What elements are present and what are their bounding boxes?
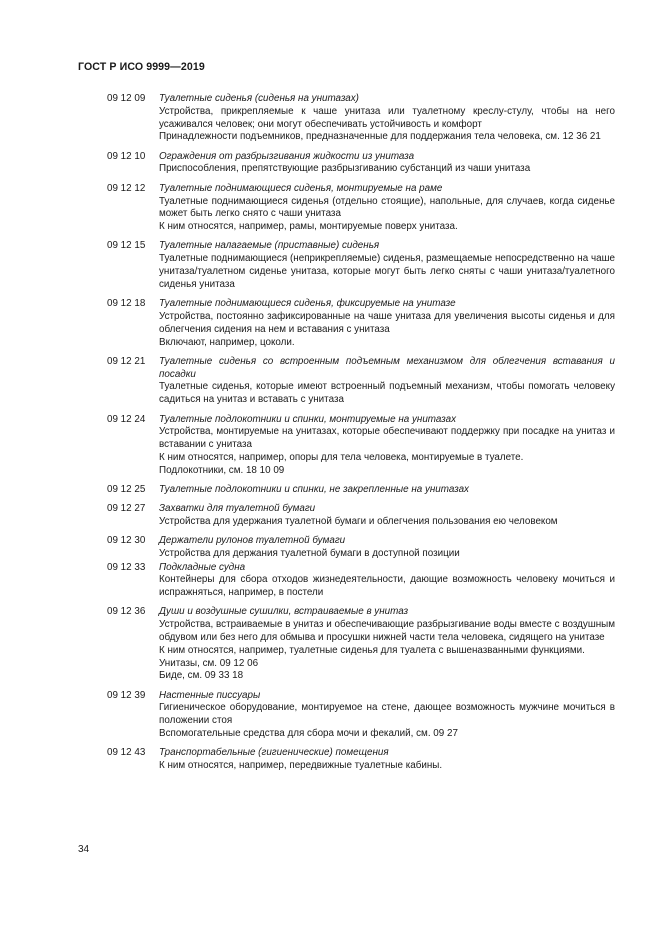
entry-09-12-12 xyxy=(107,183,615,234)
entry-title: Настенные писсуары xyxy=(159,689,261,701)
entry-title: Туалетные сиденья (сиденья на унитазах) xyxy=(159,93,359,104)
entry-line: Устройства для держания туалетной бумаги в доступной позиции xyxy=(159,548,460,560)
entry-title: Туалетные налагаемые (приставные) сиденья xyxy=(159,240,380,252)
entry-title: Туалетные подлокотники и спинки, монтируемые на унитазах xyxy=(159,413,457,425)
entry-line: К ним относятся, например, опоры для тела человека, монтируемые в туалете. xyxy=(159,451,524,463)
entry-body xyxy=(159,240,615,291)
entry-body xyxy=(159,606,615,683)
entry-title: Души и воздушные сушилки, встраиваемые в унитаз xyxy=(159,606,409,618)
entry-title: Туалетные поднимающиеся сиденья, фиксируемые на унитазе xyxy=(159,298,456,310)
entry-code: 09 12 09 xyxy=(107,93,146,104)
entry-code: 09 12 30 xyxy=(107,535,146,547)
entry-title: Ограждения от разбрызгивания жидкости из унитаза xyxy=(159,150,415,162)
entry-line: Устройства для удержания туалетной бумаги и облегчения пользования ею человеком xyxy=(159,516,558,528)
entry-line: Биде, см. 09 33 18 xyxy=(159,670,244,682)
entry-09-12-43 xyxy=(107,747,615,773)
entry-09-12-18 xyxy=(107,298,615,349)
entry-09-12-33 xyxy=(107,562,615,600)
entry-title: Транспортабельные (гигиенические) помещения xyxy=(159,747,389,759)
entry-code: 09 12 25 xyxy=(107,484,146,496)
entry-line: Устройства, встраиваемые в унитаз и обеспечивающие разбрызгивание воды вместе с воздушным обдувом или без него для обмыва и просушки нижней части тела человека, сидящего на унитазе xyxy=(159,619,615,643)
entry-09-12-36 xyxy=(107,606,615,683)
entry-title: Захватки для туалетной бумаги xyxy=(159,503,316,515)
entry-line: Приспособления, препятствующие разбрызгиванию субстанций из чаши унитаза xyxy=(159,163,531,175)
entry-body xyxy=(159,503,615,529)
entry-line: Туалетные сиденья, которые имеют встроенный подъемный механизм, чтобы помогать человеку садиться на унитаз и вставать с унитаза xyxy=(159,381,615,406)
entry-code: 09 12 36 xyxy=(107,606,146,618)
entry-line: Включают, например, цоколи. xyxy=(159,336,295,348)
entry-body xyxy=(159,151,615,177)
entry-line: Устройства, монтируемые на унитазах, которые обеспечивают поддержку при посадке на унитаз и вставании с унитаза xyxy=(159,426,615,451)
entry-line: Контейнеры для сбора отходов жизнедеятельности, дающие возможность человеку мочиться и испражняться, например, в постели xyxy=(159,574,615,599)
entry-line: Подлокотники, см. 18 10 09 xyxy=(159,464,285,476)
entry-09-12-30 xyxy=(107,535,615,561)
entry-body xyxy=(159,562,615,600)
entry-line: Туалетные поднимающиеся сиденья (отдельно стоящие), напольные, для случаев, когда сиденье может быть легко снято с чаши унитаза xyxy=(159,195,615,220)
entry-code: 09 12 27 xyxy=(107,503,146,515)
page-header: ГОСТ Р ИСО 9999—2019 xyxy=(78,61,205,73)
entry-09-12-27 xyxy=(107,503,615,529)
entry-line: Гигиеническое оборудование, монтируемое на стене, дающее возможность мужчине мочиться в положении стоя xyxy=(159,702,615,727)
classification-entries xyxy=(107,93,615,779)
entry-line: Вспомогательные средства для сбора мочи и фекалий, см. 09 27 xyxy=(159,728,458,740)
entry-line: Устройства, постоянно зафиксированные на чаше унитаза для увеличения высоты сиденья и для облегчения сидения на нем и вставания с унитаза xyxy=(159,310,615,335)
entry-line: К ним относятся, например, рамы, монтируемые поверх унитаза. xyxy=(159,221,458,233)
entry-code: 09 12 43 xyxy=(107,747,146,759)
entry-title: Туалетные поднимающиеся сиденья, монтируемые на раме xyxy=(159,182,443,194)
entry-line: Туалетные поднимающиеся (неприкрепляемые) сиденья, размещаемые непосредственно на чаше унитаза/туалетном сиденье унитаза, которые могут быть легко сняты с чаши унитаза/туалетного сиденья унитаза xyxy=(159,253,615,290)
entry-code: 09 12 24 xyxy=(107,413,146,425)
entry-body xyxy=(159,484,615,497)
entry-code: 09 12 12 xyxy=(107,182,146,194)
entry-09-12-39 xyxy=(107,690,615,741)
entry-code: 09 12 33 xyxy=(107,561,146,573)
entry-body xyxy=(159,356,615,407)
entry-body xyxy=(159,298,615,349)
entry-code: 09 12 10 xyxy=(107,150,146,162)
entry-body xyxy=(159,93,615,144)
entry-code: 09 12 15 xyxy=(107,240,146,252)
entry-line: Принадлежности подъемников, предназначенные для поддержания тела человека, см. 12 36 21 xyxy=(159,131,601,143)
entry-body xyxy=(159,414,615,478)
entry-body xyxy=(159,183,615,234)
entry-body xyxy=(159,690,615,741)
entry-title: Туалетные сиденья со встроенным подъемным механизмом для облегчения вставания и посадки xyxy=(159,355,615,380)
entry-code: 09 12 39 xyxy=(107,689,146,701)
entry-09-12-10 xyxy=(107,151,615,177)
page-number: 34 xyxy=(78,844,90,855)
entry-body xyxy=(159,535,615,561)
entry-line: К ним относятся, например, туалетные сиденья для туалета с вышеназванными функциями. xyxy=(159,644,585,656)
entry-09-12-25 xyxy=(107,484,615,497)
entry-code: 09 12 18 xyxy=(107,298,146,310)
entry-line: К ним относятся, например, передвижные туалетные кабины. xyxy=(159,760,443,772)
entry-09-12-21 xyxy=(107,356,615,407)
entry-title: Держатели рулонов туалетной бумаги xyxy=(159,535,346,547)
entry-09-12-09 xyxy=(107,93,615,144)
entry-line: Унитазы, см. 09 12 06 xyxy=(159,657,259,669)
entry-09-12-15 xyxy=(107,240,615,291)
entry-line: Устройства, прикрепляемые к чаше унитаза или туалетному креслу-стулу, чтобы на него усаживался человек; они могут обеспечивать устойчивость и комфорт xyxy=(159,105,615,130)
entry-title: Подкладные судна xyxy=(159,561,246,573)
entry-title: Туалетные подлокотники и спинки, не закрепленные на унитазах xyxy=(159,484,469,496)
entry-09-12-24 xyxy=(107,414,615,478)
entry-code: 09 12 21 xyxy=(107,355,146,367)
entry-body xyxy=(159,747,615,773)
